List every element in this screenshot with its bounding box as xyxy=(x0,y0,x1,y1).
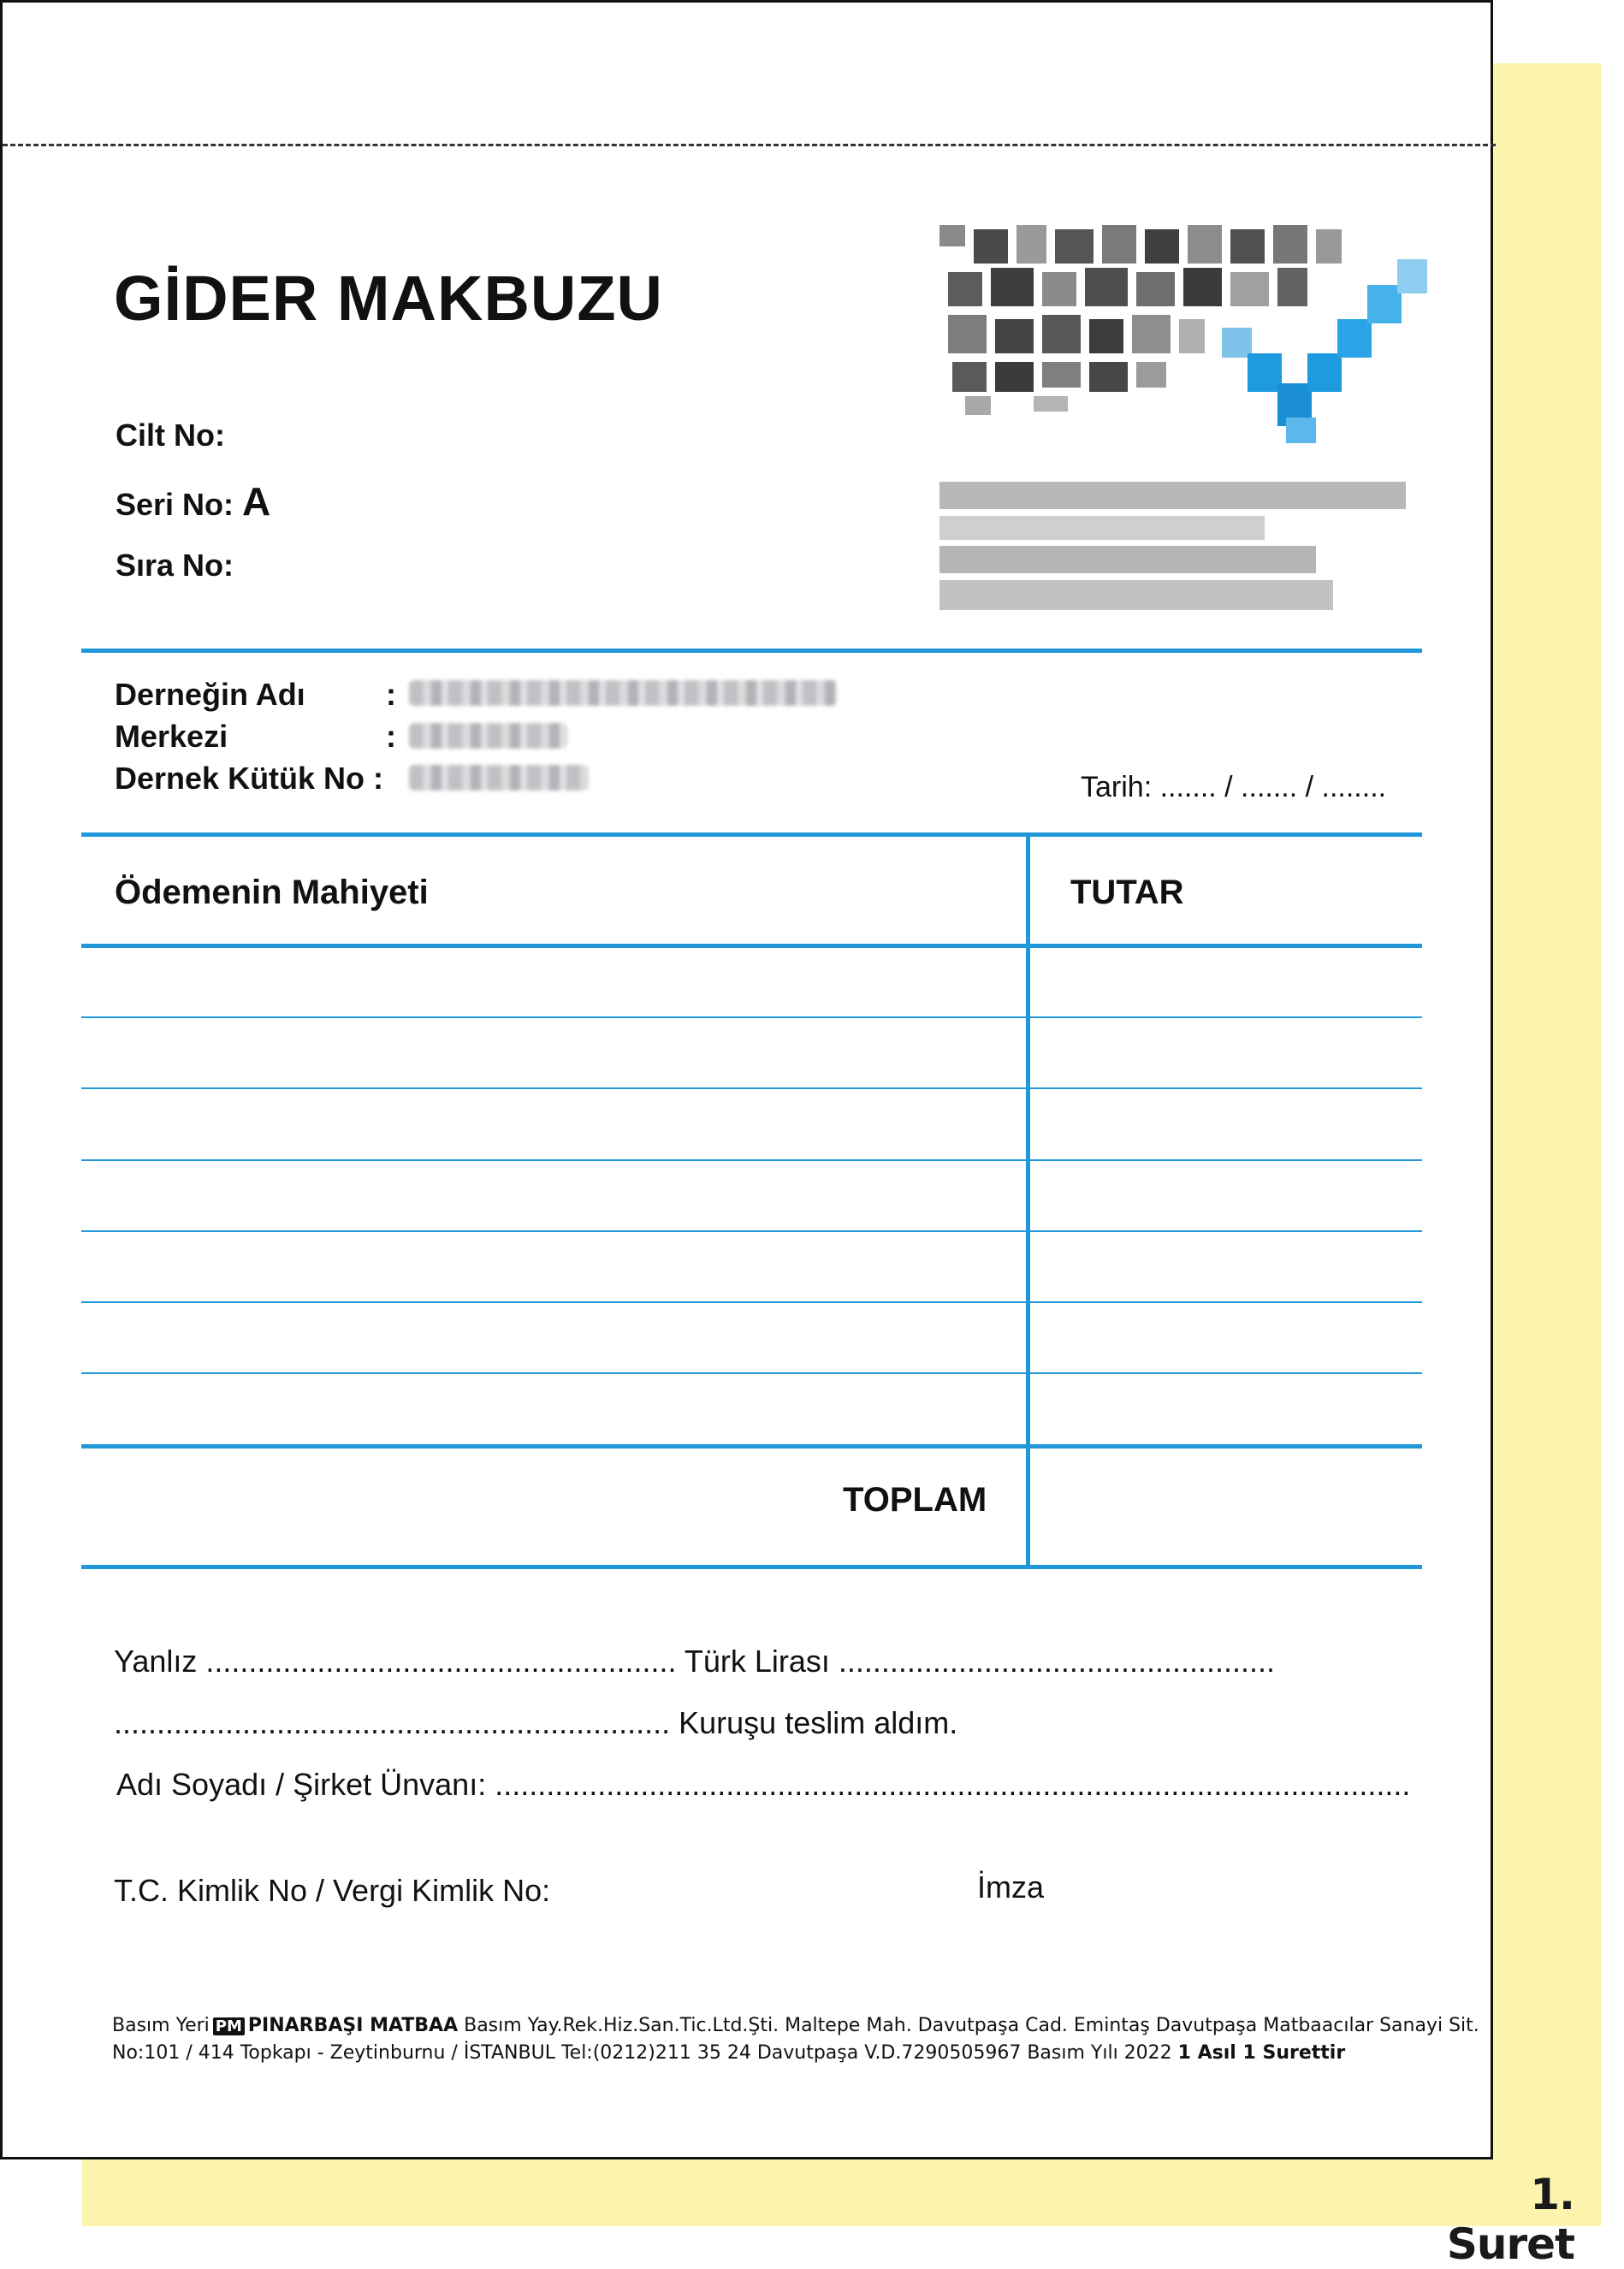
logo-blurred-caption xyxy=(939,482,1406,610)
col-description-header: Ödemenin Mahiyeti xyxy=(115,874,429,911)
printer-logo-icon: PM xyxy=(213,2017,245,2035)
amount-in-words-line: Yanlız ....................................................... Türk Lirası ................................................... xyxy=(114,1644,1275,1679)
association-center-value xyxy=(409,723,567,749)
footer-address-2: No:101 / 414 Topkapı - Zeytinburnu / İSTANBUL Tel:(0212)211 35 24 Davutpaşa V.D.7290505967 Basım Yılı 2022 xyxy=(112,2042,1172,2064)
footer-line-2 xyxy=(112,2042,1345,2064)
association-center-label: Merkezi xyxy=(115,719,228,754)
association-center-colon: : xyxy=(386,719,396,754)
registry-no-value xyxy=(409,765,589,791)
copy-note: 1 Asıl 1 Surettir xyxy=(1177,2042,1346,2064)
table-body-bottom-line xyxy=(81,1444,1422,1448)
seri-no-value: A xyxy=(242,479,271,524)
perforation-line xyxy=(3,144,1496,146)
seri-no-row xyxy=(116,478,270,524)
name-company-line: Adı Soyadı / Şirket Ünvanı: ........................................................................................................... xyxy=(116,1767,1411,1802)
table-header-line xyxy=(81,944,1422,948)
divider-top xyxy=(81,649,1422,653)
printed-at-label: Basım Yeri xyxy=(112,2015,210,2036)
table-row xyxy=(81,1087,1422,1089)
association-name-colon: : xyxy=(386,677,396,712)
association-name-value xyxy=(409,680,837,706)
sira-no-label: Sıra No: xyxy=(116,548,234,583)
tax-id-line: T.C. Kimlik No / Vergi Kimlik No: xyxy=(114,1873,551,1908)
table-row xyxy=(81,1159,1422,1161)
registry-no-label: Dernek Kütük No : xyxy=(115,761,384,796)
footer-line-1 xyxy=(112,2015,1479,2036)
association-name-label: Derneğin Adı xyxy=(115,677,305,712)
signature-label: İmza xyxy=(977,1869,1045,1905)
footer-address-1: Basım Yay.Rek.Hiz.San.Tic.Ltd.Şti. Maltepe Mah. Davutpaşa Cad. Emintaş Davutpaşa Matbaacılar Sanayi Sit. xyxy=(464,2015,1479,2036)
table-top-line xyxy=(81,832,1422,837)
table-row xyxy=(81,1372,1422,1374)
table-row xyxy=(81,1230,1422,1232)
table-row xyxy=(81,1016,1422,1018)
table-row xyxy=(81,1301,1422,1303)
col-amount-header: TUTAR xyxy=(1070,874,1184,911)
association-logo xyxy=(939,225,1436,636)
copy-label: 1. Suret xyxy=(1446,2170,1574,2269)
printer-name: PINARBAŞI MATBAA xyxy=(247,2015,459,2036)
table-column-divider xyxy=(1026,834,1030,1569)
table-bottom-line xyxy=(81,1565,1422,1569)
date-field: Tarih: ....... / ....... / ........ xyxy=(1081,771,1387,803)
kurus-line: ................................................................. Kuruşu teslim aldım. xyxy=(114,1705,958,1740)
cilt-no-label: Cilt No: xyxy=(116,418,225,453)
total-label: TOPLAM xyxy=(843,1481,987,1519)
page-title: GİDER MAKBUZU xyxy=(114,263,663,334)
seri-no-label: Seri No: xyxy=(116,487,234,522)
